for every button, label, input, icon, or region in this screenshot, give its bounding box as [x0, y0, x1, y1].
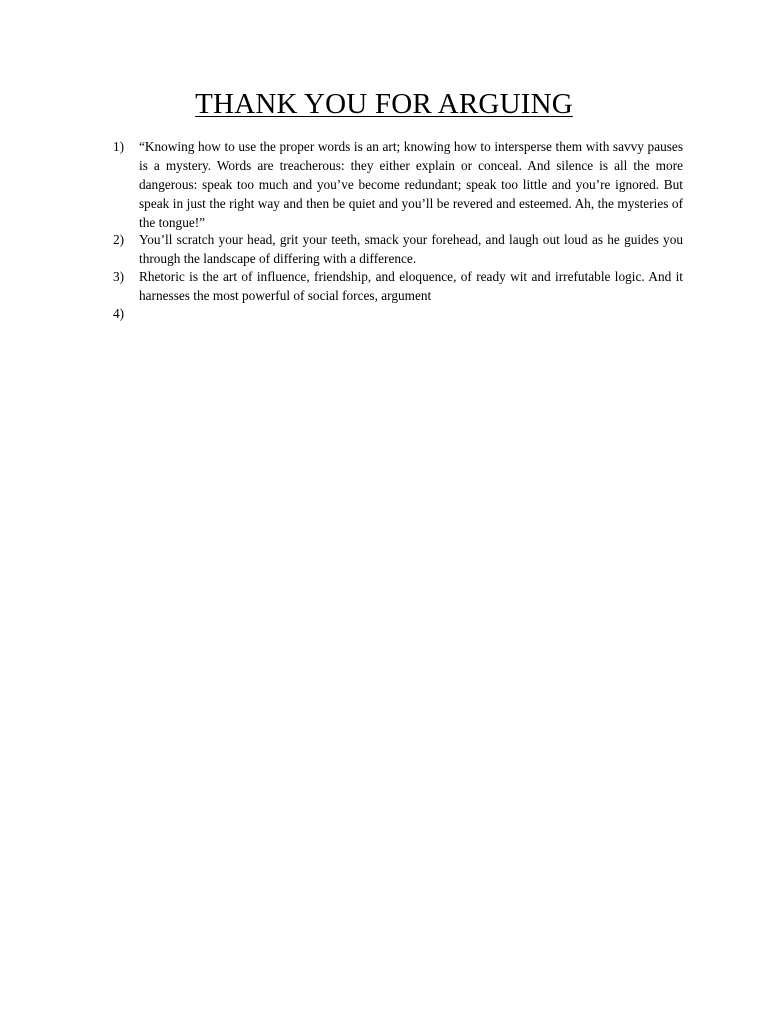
list-item [113, 137, 683, 232]
list-item [113, 230, 683, 268]
list-item-text: Rhetoric is the art of influence, friendship, and eloquence, of ready wit and irrefutable logic. And it harnesses the most powerful of social forces, argument [139, 269, 683, 303]
list-item-number: 2) [113, 232, 125, 247]
list-item [113, 267, 683, 305]
list-item-text: You’ll scratch your head, grit your teeth, smack your forehead, and laugh out loud as he guides you through the landscape of differing with a difference. [139, 232, 683, 266]
list-item-text [139, 304, 683, 323]
list-item-number: 4) [113, 306, 125, 321]
list-item-number: 3) [113, 269, 125, 284]
list-item-text: “Knowing how to use the proper words is an art; knowing how to intersperse them with savvy pauses is a mystery. Words are treacherous: they either explain or conceal. And silence is all the more dangerous: speak too much and you’ve become redundant; speak too little and you’re ignored. But speak in just the right way and then be quiet and you’ll be revered and esteemed. Ah, the mysteries of the tongue!” [139, 139, 683, 230]
list-item-number: 1) [113, 139, 125, 154]
list-item [113, 304, 683, 323]
numbered-list [113, 137, 683, 323]
document-title: THANK YOU FOR ARGUING [195, 88, 573, 120]
